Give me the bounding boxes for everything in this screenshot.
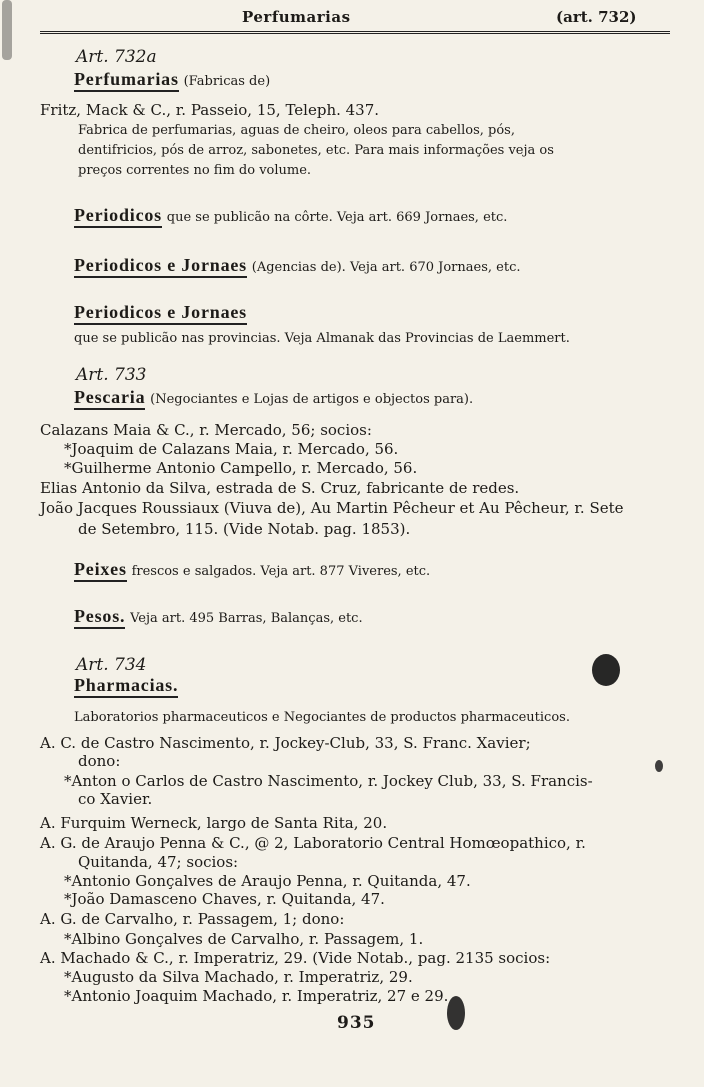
section-text: Veja art. 495 Barras, Balanças, etc.	[130, 611, 363, 626]
article-label: Art. 734	[76, 655, 147, 675]
section-peixes	[74, 560, 430, 581]
entry: A. Machado & C., r. Imperatriz, 29. (Vide Notab., pag. 2135 socios:	[40, 949, 551, 967]
page-number: 935	[337, 1013, 376, 1033]
section-heading: Peixes	[74, 559, 127, 582]
entry: João Jacques Roussiaux (Viuva de), Au Martin Pêcheur et Au Pêcheur, r. Sete	[40, 499, 624, 517]
entry: Elias Antonio da Silva, estrada de S. Cruz, fabricante de redes.	[40, 479, 520, 497]
entry-description: dentifricios, pós de arroz, sabonetes, etc. Para mais informações veja os	[78, 143, 554, 158]
entry: A. C. de Castro Nascimento, r. Jockey-Club, 33, S. Franc. Xavier;	[40, 734, 531, 752]
section-periodicos-agencias	[74, 256, 520, 277]
article-label: Art. 733	[76, 365, 147, 385]
entry: co Xavier.	[78, 790, 153, 808]
entry-description: Fabrica de perfumarias, aguas de cheiro, oleos para cabellos, pós,	[78, 123, 515, 138]
section-heading: Pharmacias.	[74, 675, 178, 698]
section-pescaria	[74, 388, 473, 409]
section-pesos	[74, 607, 363, 628]
entry-description: preços correntes no fim do volume.	[78, 163, 312, 178]
section-heading: Periodicos e Jornaes	[74, 255, 247, 278]
running-header-title: Perfumarias	[242, 8, 351, 26]
section-heading: Periodicos e Jornaes	[74, 302, 247, 325]
article-label: Art. 732a	[76, 47, 157, 67]
entry: Fritz, Mack & C., r. Passeio, 15, Teleph. 437.	[40, 101, 380, 119]
entry: Quitanda, 47; socios:	[78, 853, 239, 871]
section-text: (Agencias de). Veja art. 670 Jornaes, etc.	[251, 260, 521, 275]
ink-stain	[592, 654, 620, 686]
entry: dono:	[78, 752, 121, 770]
section-periodicos	[74, 206, 507, 227]
section-heading: Perfumarias	[74, 69, 179, 92]
entry: *Albino Gonçalves de Carvalho, r. Passagem, 1.	[64, 930, 424, 948]
section-heading: Periodicos	[74, 205, 162, 228]
ink-stain	[447, 996, 465, 1030]
ink-stain	[2, 0, 12, 60]
entry: de Setembro, 115. (Vide Notab. pag. 1853).	[78, 520, 411, 538]
entry: *João Damasceno Chaves, r. Quitanda, 47.	[64, 890, 385, 908]
section-heading-note: (Fabricas de)	[183, 74, 271, 89]
running-header	[0, 8, 704, 30]
ink-stain	[655, 760, 663, 772]
section-text: que se publicão na côrte. Veja art. 669 Jornaes, etc.	[166, 210, 508, 225]
section-heading-note: (Negociantes e Lojas de artigos e objectos para).	[150, 392, 474, 407]
section-heading: Pescaria	[74, 387, 145, 410]
entry: A. G. de Araujo Penna & C., @ 2, Laboratorio Central Homœopathico, r.	[40, 834, 586, 852]
section-text: frescos e salgados. Veja art. 877 Viveres, etc.	[131, 564, 431, 579]
entry: *Augusto da Silva Machado, r. Imperatriz, 29.	[64, 968, 413, 986]
section-periodicos-provincias	[74, 303, 247, 322]
entry: Calazans Maia & C., r. Mercado, 56; socios:	[40, 421, 372, 439]
entry: *Antonio Gonçalves de Araujo Penna, r. Quitanda, 47.	[64, 872, 471, 890]
entry: A. Furquim Werneck, largo de Santa Rita, 20.	[40, 814, 388, 832]
section-perfumarias	[74, 70, 270, 91]
section-heading: Pesos.	[74, 606, 125, 629]
section-pharmacias	[74, 676, 178, 695]
entry: A. G. de Carvalho, r. Passagem, 1; dono:	[40, 910, 345, 928]
entry: *Guilherme Antonio Campello, r. Mercado, 56.	[64, 459, 418, 477]
section-subheading: Laboratorios pharmaceuticos e Negociantes de productos pharmaceuticos.	[74, 710, 570, 725]
section-text: que se publicão nas provincias. Veja Almanak das Provincias de Laemmert.	[74, 331, 570, 346]
running-header-article: (art. 732)	[556, 8, 637, 26]
entry: *Anton o Carlos de Castro Nascimento, r. Jockey Club, 33, S. Francis-	[64, 772, 593, 790]
entry: *Antonio Joaquim Machado, r. Imperatriz, 27 e 29.	[64, 987, 449, 1005]
entry: *Joaquim de Calazans Maia, r. Mercado, 56.	[64, 440, 399, 458]
header-rule	[40, 31, 670, 34]
